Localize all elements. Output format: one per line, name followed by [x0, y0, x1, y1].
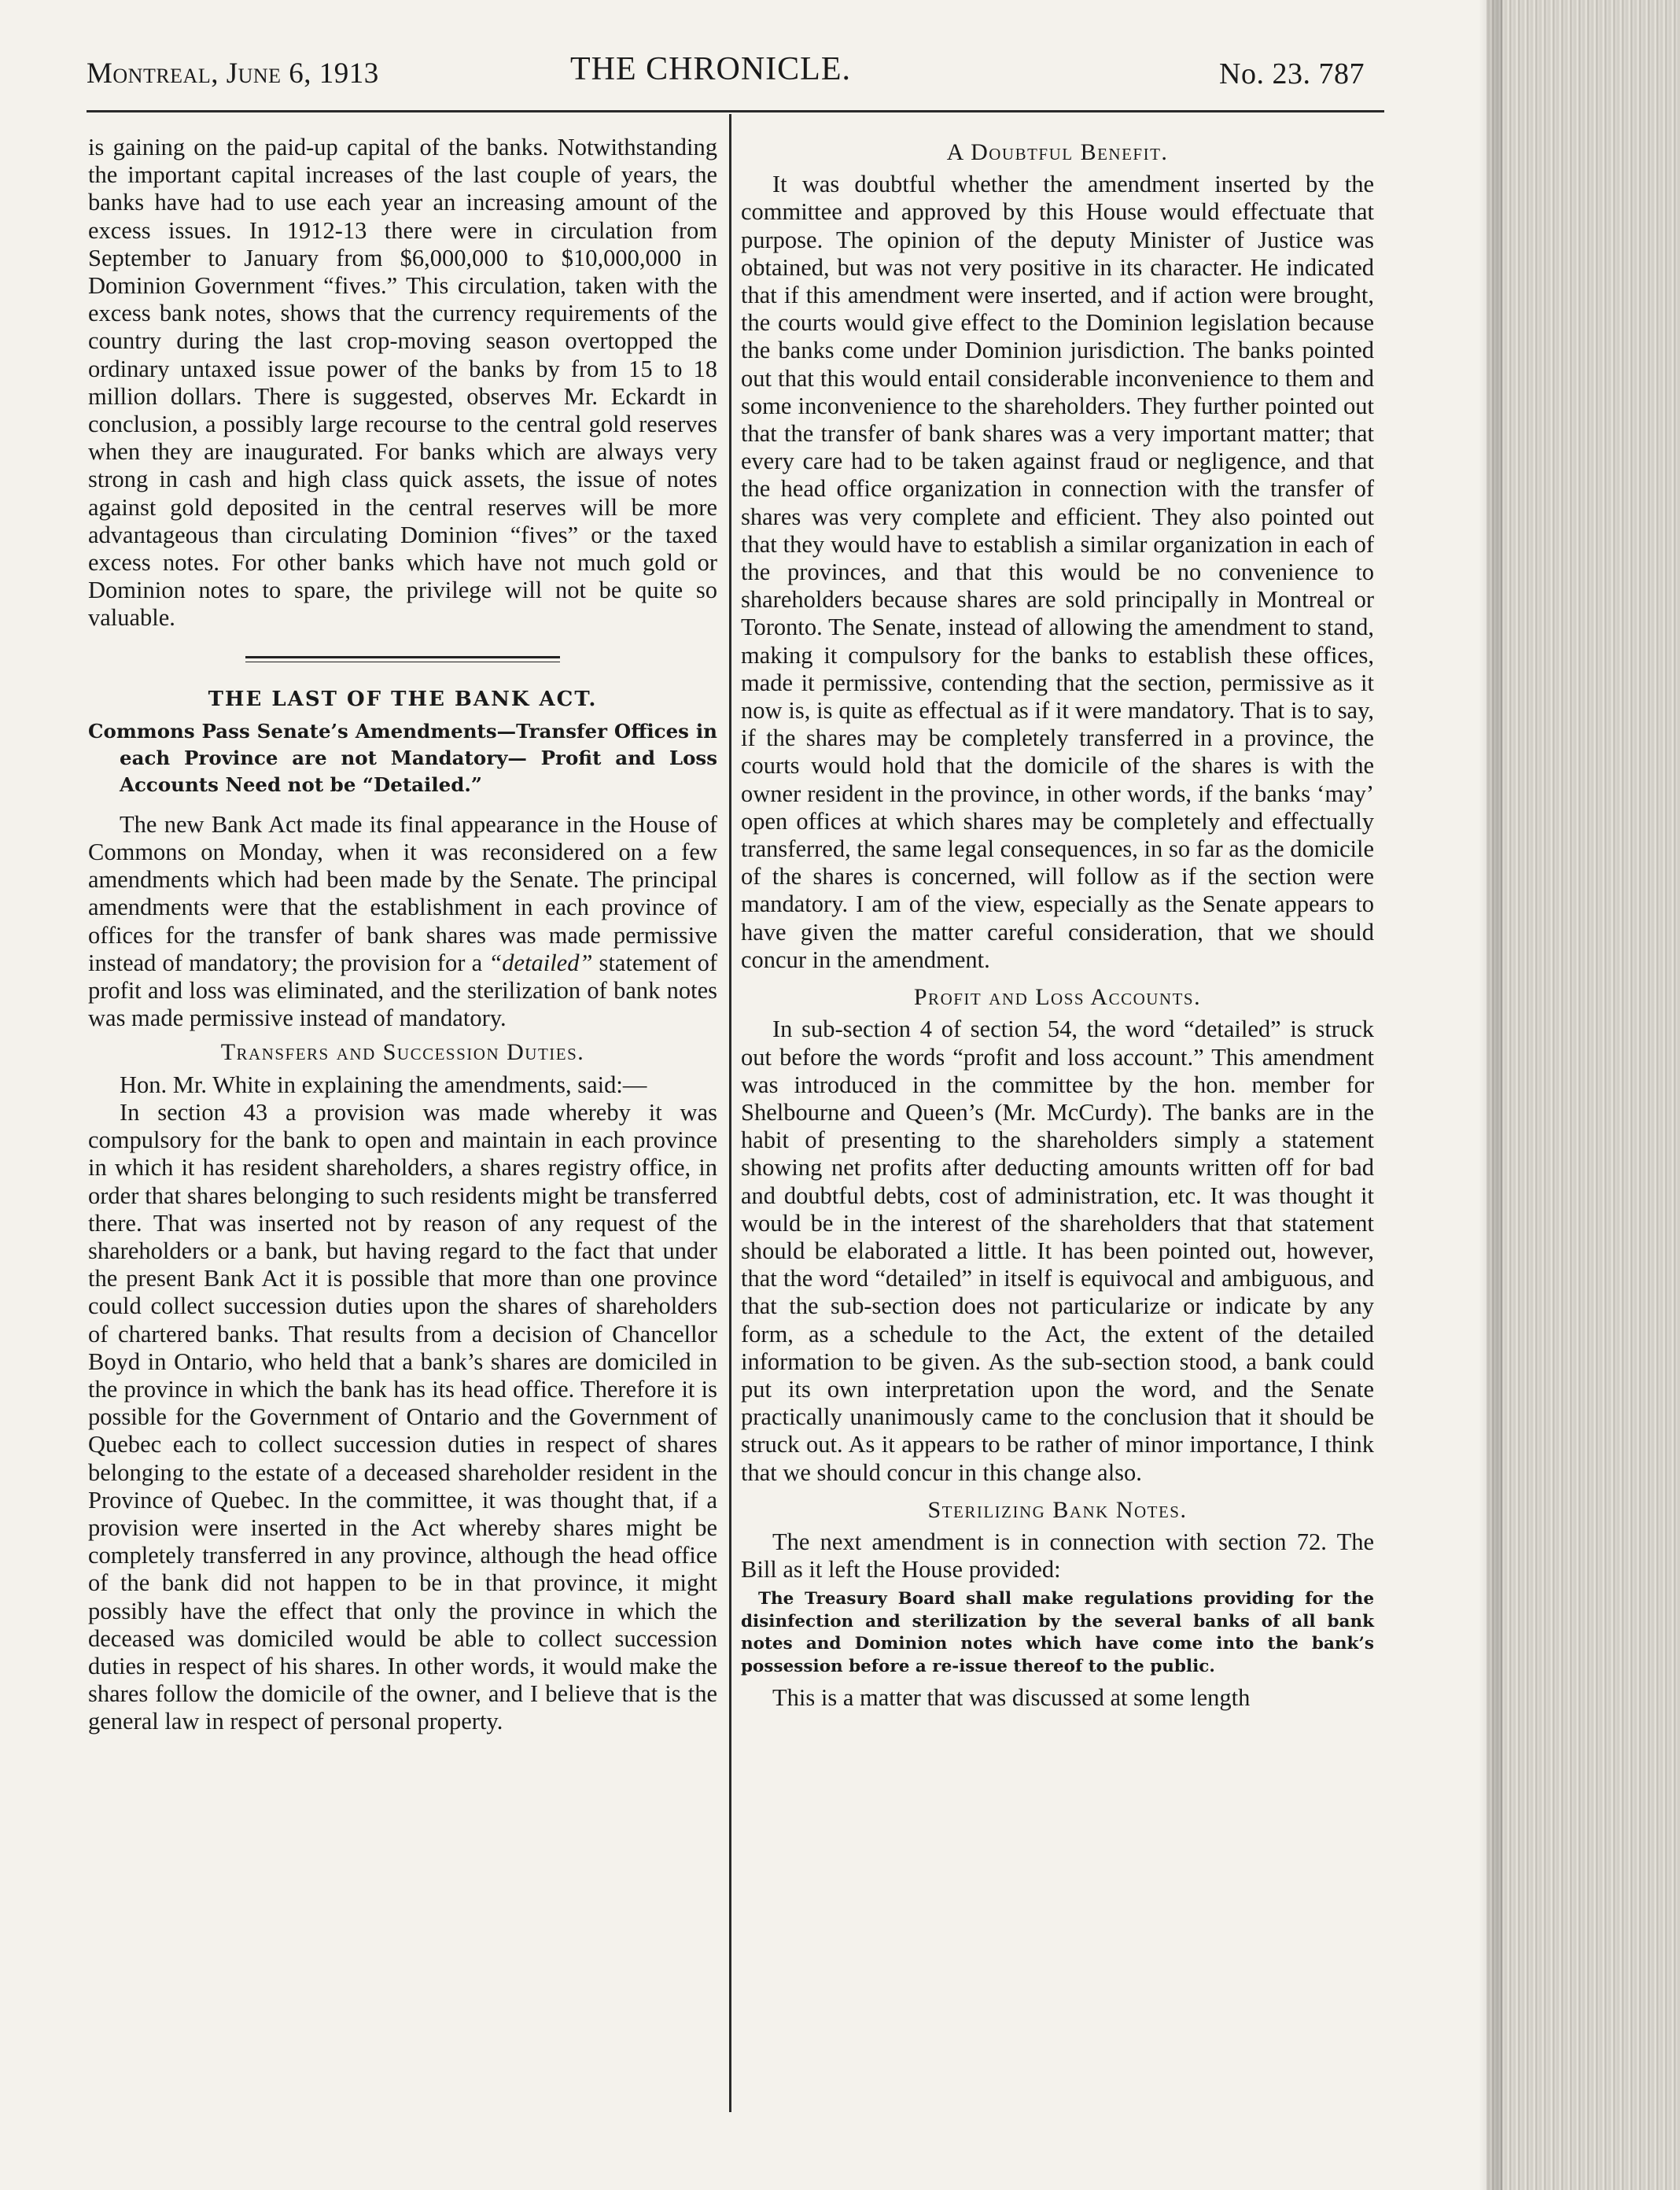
intro-text-after: statement of profit and loss was eliminated, and the sterilization of bank notes was made permissive instead of mandatory. — [88, 949, 717, 1032]
closing-paragraph: This is a matter that was discussed at some length — [772, 1684, 1251, 1712]
subhead-sterilizing: Sterilizing Bank Notes. — [927, 1496, 1188, 1523]
continued-paragraph: is gaining on the paid-up capital of the banks. Notwithstanding the important capital increases of the last couple of years, the banks have had to use each year an increasing amount of the excess issues. In 1912-13 there were in circulation from September to January from $6,000,000 to $10,000,000 in Dominion Government “fives.” This circulation, taken with the excess bank notes, shows that the currency requirements of the country during the last crop-moving season overtopped the ordinary untaxed issue power of the banks by from 15 to 18 million dollars. There is suggested, observes Mr. Eckardt in conclusion, a possibly large recourse to the central gold reserves when they are inaugurated. For banks which are always very strong in cash and high class quick assets, the issue of notes against gold deposited in the central reserves will be more advantageous than circulating Dominion “fives” or the taxed excess notes. For other banks which have not much gold or Dominion notes to spare, the privilege will not be quite so valuable. — [88, 134, 717, 632]
section-72-paragraph: The next amendment is in connection with section 72. The Bill as it left the House provided: — [741, 1528, 1374, 1584]
subhead-transfers: Transfers and Succession Duties. — [220, 1039, 585, 1066]
subhead-profit-loss: Profit and Loss Accounts. — [913, 984, 1202, 1011]
book-page-edges — [1487, 0, 1680, 2190]
article-deck-text: Commons Pass Senate’s Amendments—Transfer Offices in each Province are not Mandatory— Profit and Loss Accounts Need not be “Detailed.” — [88, 719, 717, 796]
white-intro-paragraph: Hon. Mr. White in explaining the amendments, said:— — [120, 1071, 647, 1098]
header-rule — [87, 110, 1384, 112]
article-separator-rule — [245, 656, 560, 658]
left-column — [88, 134, 717, 1736]
article-intro-paragraph — [88, 811, 717, 1033]
doubtful-benefit-paragraph: It was doubtful whether the amendment inserted by the committee and approved by this House would effectuate that purpose. The opinion of the deputy Minister of Justice was obtained, but was not very positive in its character. He indicated that if this amendment were inserted, and if action were brought, the courts would give effect to the Dominion legislation because the banks come under Dominion jurisdiction. The banks pointed out that this would entail considerable inconvenience to them and some inconvenience to the shareholders. They further pointed out that the transfer of bank shares was a very important matter; that every care had to be taken against fraud or negligence, and that the head office organization in connection with the transfer of shares was very complete and efficient. They also pointed out that they would have to establish a similar organization in each of the provinces, and that this would be no convenience to shareholders because shares are sold principally in Montreal or Toronto. The Senate, instead of allowing the amendment to stand, making it compulsory for the banks to establish these offices, made it permissive, contending that the section, permissive as it now is, is quite as effectual as if it were mandatory. That is to say, if the shares may be completely transferred in a province, the courts would hold that the domicile of the shares is with the owner resident in the province, in other words, if the banks ‘may’ open offices at which shares may be completely and effectually transferred, the same legal consequences, in so far as the domicile of the shares is concerned, will follow as if the section were mandatory. I am of the view, especially as the Senate appears to have given the matter careful consideration, that we should concur in the amendment. — [741, 171, 1374, 973]
quoted-provision: The Treasury Board shall make regulations providing for the disinfection and sterilization by the several banks of all bank notes and Dominion notes which have come into the bank’s possession before a re-issue thereof to the public. — [741, 1589, 1374, 1676]
intro-text-before: The new Bank Act made its final appearance in the House of Commons on Monday, when it was reconsidered on a few amendments which had been made by the Senate. The principal amendments were that the establishment in each province of offices for the transfer of bank shares was made permissive instead of mandatory; the provision for a — [88, 810, 717, 976]
article-title: THE LAST OF THE BANK ACT. — [208, 687, 598, 711]
page-gutter-shadow — [1479, 0, 1502, 2190]
right-column — [741, 138, 1374, 1713]
profit-loss-paragraph: In sub-section 4 of section 54, the word “detailed” is struck out before the words “profit and loss account.” This amendment was introduced in the committee by the hon. member for Shelbourne and Queen’s (Mr. McCurdy). The banks are in the habit of presenting to the shareholders simply a statement showing net profits after deducting amounts written off for bad and doubtful debts, cost of administration, etc. It was thought it would be in the interest of the shareholders that that statement should be elaborated a little. It has been pointed out, however, that the word “detailed” in itself is equivocal and ambiguous, and that the sub-section does not particularize or indicate by any form, as a schedule to the Act, the extent of the detailed information to be given. As the sub-section stood, a bank could put its own interpretation upon the word, and the Senate practically unanimously came to the conclusion that it should be struck out. As it appears to be rather of minor importance, I think that we should concur in this change also. — [741, 1016, 1374, 1486]
intro-italic-word: “detailed” — [488, 949, 593, 976]
header-dateline: Montreal, June 6, 1913 — [87, 57, 379, 90]
section-43-paragraph: In section 43 a provision was made whereby it was compulsory for the bank to open and maintain in each province in which it has resident shareholders, a shares registry office, in order that shares belonging to such residents might be transferred there. That was inserted not by reason of any request of the shareholders or a bank, but having regard to the fact that under the present Bank Act it is possible that more than one province could collect succession duties upon the shares of shareholders of chartered banks. That results from a decision of Chancellor Boyd in Ontario, who held that a bank’s shares are domiciled in the province in which the bank has its head office. Therefore it is possible for the Government of Ontario and the Government of Quebec each to collect succession duties in respect of shares belonging to the estate of a deceased shareholder resident in the Province of Quebec. In the committee, it was thought that, if a provision were inserted in the Act whereby shares might be completely transferred in any province, although the head office of the bank did not happen to be in that province, it might possibly have the effect that only the province in which the deceased was domiciled would be able to collect succession duties in respect of his shares. In other words, it would make the shares follow the domicile of the owner, and I believe that is the general law in respect of personal property. — [88, 1098, 717, 1735]
header-issue-page-number: No. 23. 787 — [1219, 57, 1365, 90]
header-publication-title: THE CHRONICLE. — [570, 51, 851, 87]
article-deck — [88, 718, 717, 798]
subhead-doubtful-benefit: A Doubtful Benefit. — [946, 139, 1169, 165]
column-divider — [729, 114, 731, 2112]
page-header — [87, 50, 1365, 98]
